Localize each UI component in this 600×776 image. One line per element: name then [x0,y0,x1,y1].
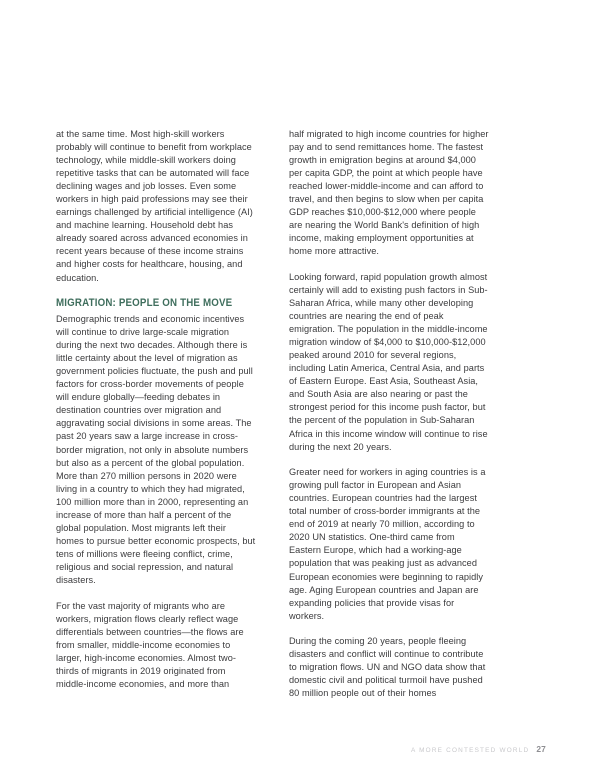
paragraph: Demographic trends and economic incentives will continue to drive large-scale migration during the next two decades. Although there is little certainty about the level of migration as government policies fluctuate, the push and pull factors for cross-border movements of people will endure globally—feeding debates in destination countries over migration and aggravating social divisions in some areas. The past 20 years saw a large increase in cross-border migration, not only in absolute numbers but also as a percent of the global population. More than 270 million persons in 2020 were living in a country to which they had migrated, 100 million more than in 2000, representing an increase of more than half a percent of the global population. Most migrants left their homes to pursue better economic prospects, but tens of millions were fleeing conflict, crime, religious and social repression, and natural disasters. [56,314,256,585]
page-number: 27 [536,744,546,754]
two-column-text-body [56,128,546,700]
paragraph: Looking forward, rapid population growth almost certainly will add to existing push factors in Sub-Saharan Africa, while many other developing countries are nearing the end of peak emigration. The population in the middle-income migration window of $4,000 to $10,000-$12,000 peaked around 2010 for several regions, including Latin America, Central Asia, and parts of Eastern Europe. East Asia, Southeast Asia, and South Asia are also nearing or past the strongest period for this income push factor, but the percent of the population in Sub-Saharan Africa in this income window will continue to rise during the next 20 years. [289,271,488,452]
paragraph: half migrated to high income countries for higher pay and to send remittances home. The fastest growth in emigration begins at around $4,000 per capita GDP, the point at which people have reached lower-middle-income and can afford to travel, and then begins to slow when per capita GDP reaches $10,000-$12,000 where people are nearing the World Bank's definition of high income, making employment opportunities at home more attractive. [289,129,489,257]
paragraph: Greater need for workers in aging countries is a growing pull factor in European and Asian countries. European countries had the largest total number of cross-border immigrants at the end of 2019 at nearly 70 million, according to 2020 UN statistics. One-third came from Eastern Europe, which had a working-age population that was peaking just as advanced European economies were beginning to rapidly age. Aging European countries and Japan are expanding policies that provide visas for workers. [289,467,486,621]
footer-section-title: A MORE CONTESTED WORLD [410,747,530,754]
section-heading-migration: MIGRATION: PEOPLE ON THE MOVE [56,297,233,310]
paragraph: at the same time. Most high-skill workers probably will continue to benefit from workplace technology, while middle-skill workers doing repetitive tasks that can be automated will face declining wages and job losses. Even some workers in high paid professions may see their earnings challenged by artificial intelligence (AI) and machine learning. Household debt has already soared across advanced economies in recent years because of these income strains and higher costs for healthcare, housing, and education. [56,129,253,283]
paragraph: For the vast majority of migrants who are workers, migration flows clearly reflect wage differentials between countries—the flows are from smaller, middle-income economies to larger, high-income economies. Almost two-thirds of migrants in 2019 originated from middle-income economies, and more than [56,600,244,689]
left-column [56,128,256,700]
right-column [289,128,489,700]
paragraph: During the coming 20 years, people fleeing disasters and conflict will continue to contribute to migration flows. UN and NGO data show that domestic civil and political turmoil have pushed 80 million people out of their homes [289,636,486,699]
page-footer [411,744,546,754]
